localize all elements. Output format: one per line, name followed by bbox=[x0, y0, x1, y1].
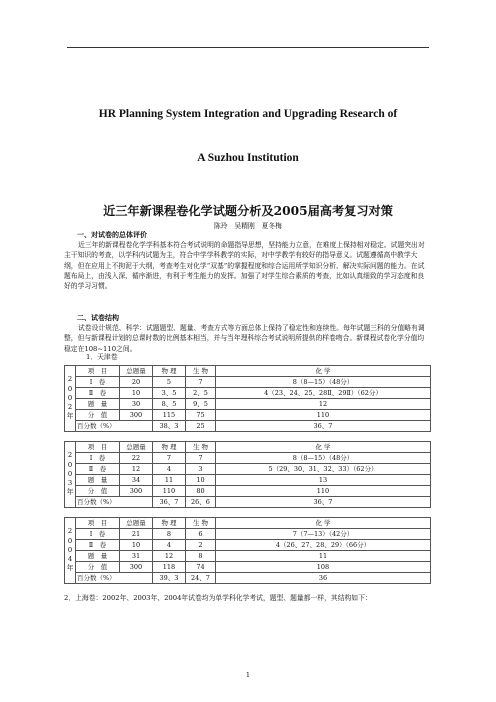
table-cell: 7 bbox=[186, 377, 216, 388]
table-cell: 31 bbox=[120, 551, 153, 562]
header-cell: 物 理 bbox=[153, 442, 186, 453]
year-char: 3 bbox=[67, 479, 73, 488]
table-cell: 5 bbox=[153, 377, 186, 388]
percent-label: 百分数（%） bbox=[76, 573, 153, 584]
table-cell: 3、5 bbox=[153, 388, 186, 399]
section1-paragraph bbox=[64, 240, 430, 291]
section2-heading: 二、试卷结构 bbox=[77, 313, 119, 322]
year-char: 2 bbox=[67, 403, 73, 412]
english-title-line1: HR Planning System Integration and Upgrading Research of bbox=[98, 108, 398, 120]
year-char: 0 bbox=[67, 384, 73, 393]
section2-text: 试卷设计规范、科学：试题题型、题量、考查方式等方面总体上保持了稳定性和连续性。每年试题三科的分值略有调整，但与新课程计划的总课时数的比例基本相当，并与当年理科综合考试说明所提供的样卷吻合。新课程试卷化学分值均稳定在108~110之间。 bbox=[64, 324, 425, 353]
table-cell: 2、5 bbox=[186, 388, 216, 399]
percent-cell: 36、7 bbox=[216, 421, 431, 432]
table-row bbox=[65, 551, 431, 562]
table-cell: 12 bbox=[120, 464, 153, 475]
table-cell: 108 bbox=[216, 562, 431, 573]
section3-text: 2．上海卷：2002年、2003年、2004年试卷均为单学科化学考试，题型、题量都一样，其结构如下： bbox=[64, 594, 372, 602]
table-cell: 8 bbox=[153, 529, 186, 540]
table-cell: 分 值 bbox=[76, 562, 120, 573]
table-cell: 300 bbox=[120, 486, 153, 497]
subsection-tianjin-label: 1．天津卷 bbox=[86, 353, 118, 361]
table-row bbox=[65, 540, 431, 551]
table-cell: 4（26、27、28、29）（66分） bbox=[216, 540, 431, 551]
table-cell: 12 bbox=[153, 551, 186, 562]
year-char: 年 bbox=[66, 564, 74, 573]
year-char: 0 bbox=[67, 469, 73, 478]
section3-paragraph bbox=[64, 593, 430, 603]
header-cell: 项 目 bbox=[76, 366, 120, 377]
table-cell: 9、5 bbox=[186, 399, 216, 410]
table-2004 bbox=[64, 517, 431, 584]
table-cell: 5（29、30、31、32、33）（62分） bbox=[216, 464, 431, 475]
year-char: 0 bbox=[67, 545, 73, 554]
table-cell: 75 bbox=[186, 410, 216, 421]
header-cell: 总题量 bbox=[120, 366, 153, 377]
percent-row bbox=[65, 421, 431, 432]
table-row bbox=[65, 453, 431, 464]
english-title-line2: A Suzhou Institution bbox=[197, 152, 299, 164]
table-cell: Ⅰ 卷 bbox=[76, 377, 120, 388]
table-cell: 12 bbox=[216, 399, 431, 410]
header-cell: 项 目 bbox=[76, 518, 120, 529]
header-cell: 化 学 bbox=[216, 366, 431, 377]
header-cell: 项 目 bbox=[76, 442, 120, 453]
percent-row bbox=[65, 573, 431, 584]
year-char: 0 bbox=[67, 393, 73, 402]
table-cell: 8、5 bbox=[153, 399, 186, 410]
table-cell: 8（8—15）（48分） bbox=[216, 377, 431, 388]
table-cell: 4（23、24、25、28Ⅱ、29Ⅱ）（62分） bbox=[216, 388, 431, 399]
table-cell: 115 bbox=[153, 410, 186, 421]
table-cell: Ⅱ 卷 bbox=[76, 540, 120, 551]
table-cell: 118 bbox=[153, 562, 186, 573]
header-cell: 总题量 bbox=[120, 442, 153, 453]
year-char: 年 bbox=[66, 488, 74, 497]
table-cell: 80 bbox=[186, 486, 216, 497]
header-cell: 生 物 bbox=[186, 442, 216, 453]
percent-cell: 36、7 bbox=[216, 497, 431, 508]
table-cell: 4 bbox=[153, 464, 186, 475]
table-cell: 题 量 bbox=[76, 551, 120, 562]
table-cell: 6 bbox=[186, 529, 216, 540]
table-cell: 34 bbox=[120, 475, 153, 486]
table-row bbox=[65, 377, 431, 388]
year-label bbox=[65, 366, 76, 432]
year-char: 2 bbox=[67, 451, 73, 460]
header-cell: 化 学 bbox=[216, 442, 431, 453]
percent-label: 百分数（%） bbox=[76, 421, 153, 432]
section1-text: 近三年的新课程卷化学学科基本符合考试说明的命题指导思想，坚持能力立意，在难度上保持相对稳定。试题突出对主干知识的考查，以学科内试题为主，符合中学学科教学的实际，对中学教学有较好的指导意义。试题遵循高中教学大纲，但在应用上不拘泥于大纲，考查考生对化学“双基”的掌握程度和综合运用所学知识分析、解决实际问题的能力。在试题布局上，由浅入深、循序渐进，有利于考生能力的发挥。加强了对学生综合素质的考查，比如认真细致的学习态度和良好的学习习惯。 bbox=[64, 241, 425, 291]
table-cell: 110 bbox=[216, 486, 431, 497]
table-cell: Ⅰ 卷 bbox=[76, 529, 120, 540]
table-cell: 题 量 bbox=[76, 399, 120, 410]
table-row bbox=[65, 399, 431, 410]
table-cell: 11 bbox=[216, 551, 431, 562]
percent-cell: 39、3 bbox=[153, 573, 186, 584]
table-row bbox=[65, 529, 431, 540]
year-char: 年 bbox=[66, 412, 74, 421]
table-row bbox=[65, 410, 431, 421]
percent-row bbox=[65, 497, 431, 508]
table-cell: 10 bbox=[186, 475, 216, 486]
percent-cell: 38、3 bbox=[153, 421, 186, 432]
table-cell: Ⅱ 卷 bbox=[76, 388, 120, 399]
table-cell: 2 bbox=[186, 540, 216, 551]
table-cell: 8 bbox=[186, 551, 216, 562]
table-cell: 7 bbox=[186, 453, 216, 464]
header-cell: 化 学 bbox=[216, 518, 431, 529]
table-row bbox=[65, 486, 431, 497]
year-char: 4 bbox=[67, 555, 73, 564]
table-cell: 30 bbox=[120, 399, 153, 410]
article-title: 近三年新课程卷化学试题分析及2005届高考复习对策 bbox=[103, 204, 393, 218]
header-cell: 生 物 bbox=[186, 366, 216, 377]
year-char: 2 bbox=[67, 527, 73, 536]
page-number: 1 bbox=[245, 671, 251, 679]
table-cell: 20 bbox=[120, 377, 153, 388]
header-cell: 物 理 bbox=[153, 366, 186, 377]
header-rule bbox=[67, 47, 429, 48]
percent-cell: 25 bbox=[186, 421, 216, 432]
table-cell: 分 值 bbox=[76, 486, 120, 497]
table-cell: 7 bbox=[153, 453, 186, 464]
table-row bbox=[65, 562, 431, 573]
header-cell: 生 物 bbox=[186, 518, 216, 529]
year-label bbox=[65, 442, 76, 508]
percent-cell: 26、6 bbox=[186, 497, 216, 508]
table-cell: 21 bbox=[120, 529, 153, 540]
authors: 陈玲 吴精刚 夏冬梅 bbox=[214, 222, 282, 230]
table-cell: 22 bbox=[120, 453, 153, 464]
subsection-tianjin bbox=[64, 352, 430, 362]
table-cell: 110 bbox=[153, 486, 186, 497]
table-cell: 题 量 bbox=[76, 475, 120, 486]
table-cell: 300 bbox=[120, 410, 153, 421]
table-cell: 110 bbox=[216, 410, 431, 421]
table-cell: Ⅱ 卷 bbox=[76, 464, 120, 475]
table-cell: 13 bbox=[216, 475, 431, 486]
year-char: 2 bbox=[67, 375, 73, 384]
percent-label: 百分数（%） bbox=[76, 497, 153, 508]
table-row bbox=[65, 475, 431, 486]
table-cell: 8（8—15）（48分） bbox=[216, 453, 431, 464]
header-cell: 物 理 bbox=[153, 518, 186, 529]
percent-cell: 36 bbox=[216, 573, 431, 584]
table-cell: 7（7—13）（42分） bbox=[216, 529, 431, 540]
table-cell: 10 bbox=[120, 388, 153, 399]
header-cell: 总题量 bbox=[120, 518, 153, 529]
table-cell: 4 bbox=[153, 540, 186, 551]
table-row bbox=[65, 388, 431, 399]
table-cell: Ⅰ 卷 bbox=[76, 453, 120, 464]
table-cell: 74 bbox=[186, 562, 216, 573]
table-2003 bbox=[64, 441, 431, 508]
table-cell: 分 值 bbox=[76, 410, 120, 421]
section2-paragraph bbox=[64, 323, 430, 354]
percent-cell: 36、7 bbox=[153, 497, 186, 508]
table-cell: 3 bbox=[186, 464, 216, 475]
year-char: 0 bbox=[67, 460, 73, 469]
percent-cell: 24、7 bbox=[186, 573, 216, 584]
table-cell: 300 bbox=[120, 562, 153, 573]
table-cell: 10 bbox=[120, 540, 153, 551]
table-row bbox=[65, 464, 431, 475]
section1-heading: 一、对试卷的总体评价 bbox=[77, 230, 147, 239]
year-label bbox=[65, 518, 76, 584]
table-2002 bbox=[64, 365, 431, 432]
year-char: 0 bbox=[67, 536, 73, 545]
table-cell: 11 bbox=[153, 475, 186, 486]
